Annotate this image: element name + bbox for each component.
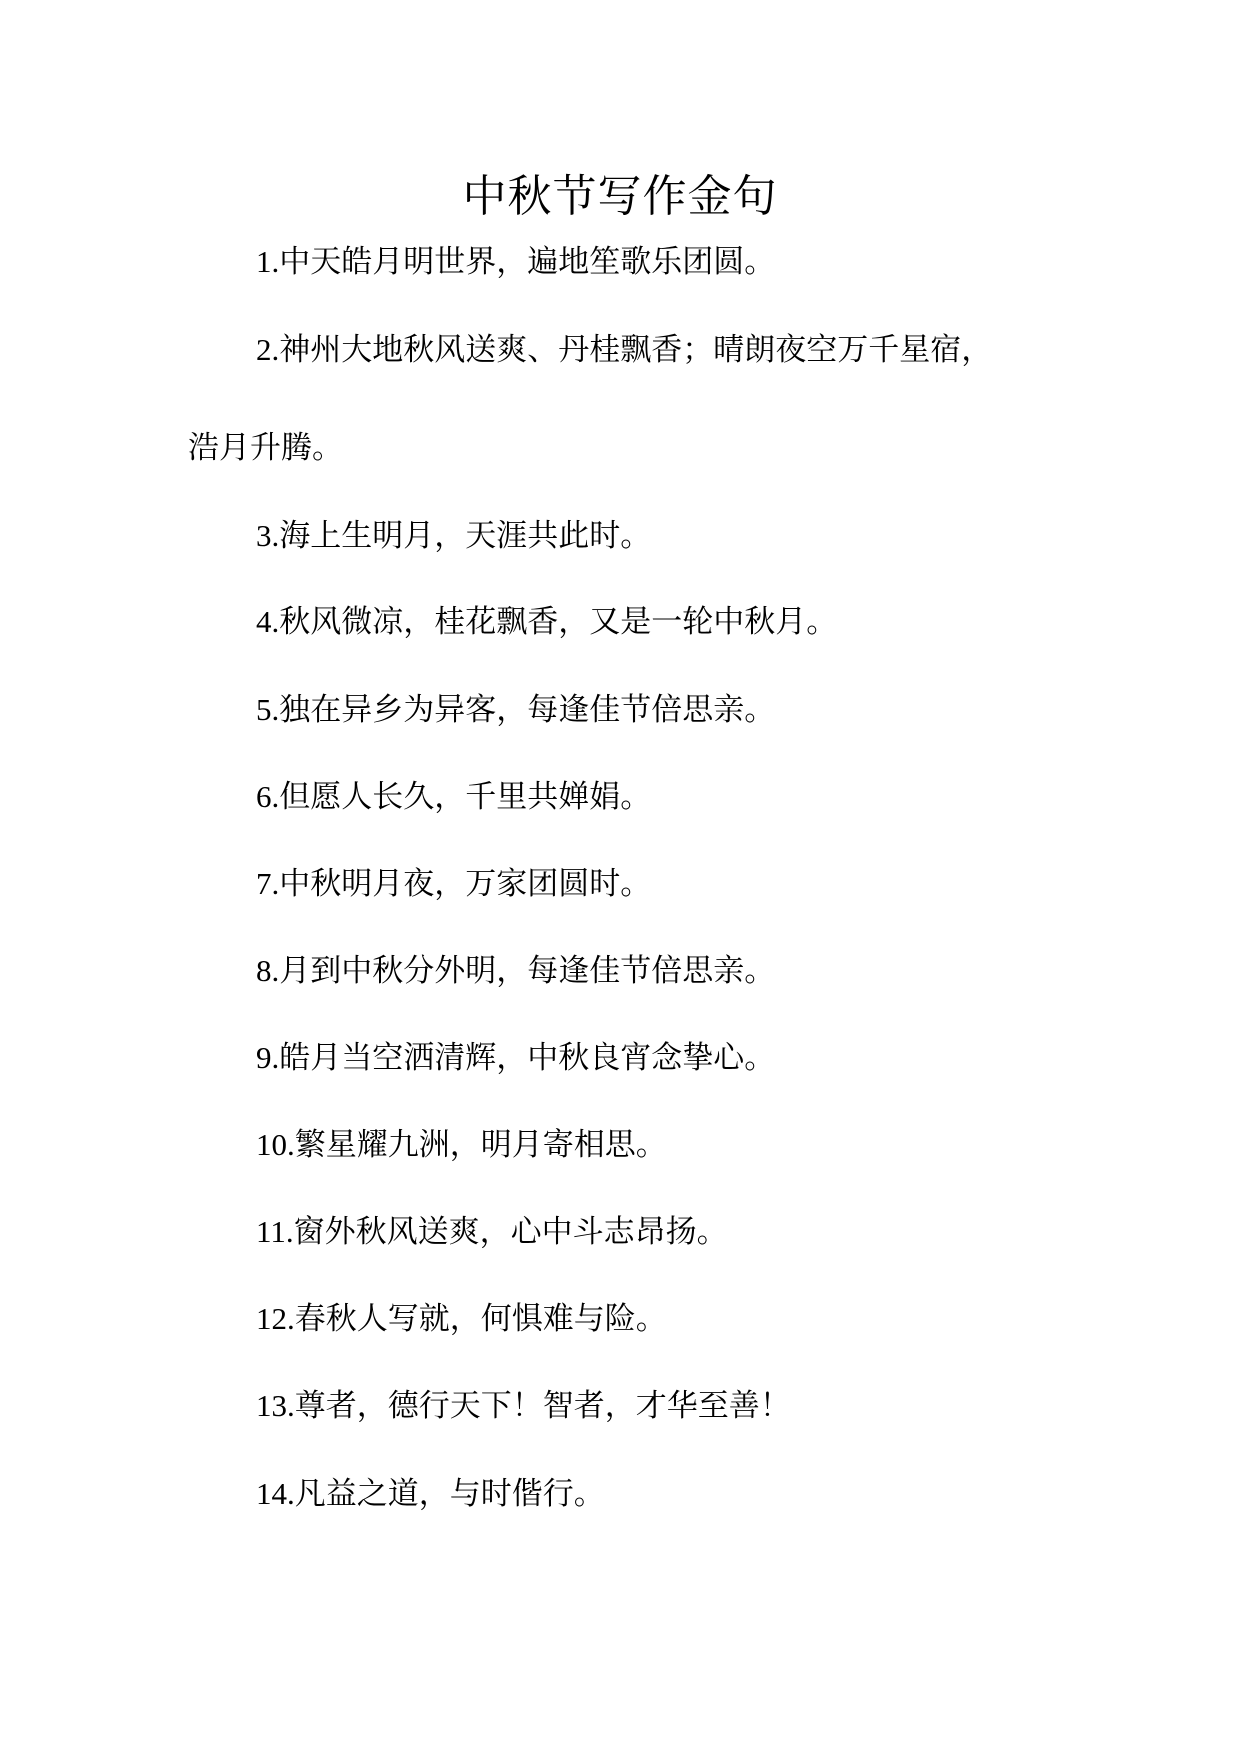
item-text: 海上生明月，天涯共此时。: [279, 518, 652, 554]
item-number: 6.: [256, 779, 280, 814]
list-item: [256, 690, 775, 730]
item-text: 凡益之道，与时偕行。: [294, 1476, 605, 1512]
item-text: 繁星耀九洲，明月寄相思。: [294, 1127, 667, 1163]
list-item: [256, 1125, 667, 1165]
item-text: 神州大地秋风送爽、丹桂飘香；晴朗夜空万千星宿，: [279, 332, 993, 368]
list-item: [256, 1386, 791, 1426]
item-number: 1.: [256, 244, 280, 279]
list-item: [256, 330, 992, 370]
list-item: [256, 777, 651, 817]
item-number: 5.: [256, 692, 280, 727]
item-text: 独在异乡为异客，每逢佳节倍思亲。: [279, 692, 776, 728]
item-number: 13.: [256, 1388, 295, 1423]
list-item: [256, 1474, 605, 1514]
item-text: 月到中秋分外明，每逢佳节倍思亲。: [279, 953, 776, 989]
item-text: 秋风微凉，桂花飘香，又是一轮中秋月。: [279, 604, 838, 640]
item-text: 尊者，德行天下！智者，才华至善！: [294, 1388, 791, 1424]
list-item: [256, 516, 651, 556]
list-item: [256, 1038, 775, 1078]
page-title: 中秋节写作金句: [462, 171, 778, 222]
item-text: 窗外秋风送爽，心中斗志昂扬。: [293, 1214, 728, 1250]
item-text: 皓月当空洒清辉，中秋良宵念挚心。: [279, 1040, 776, 1076]
item-number: 8.: [256, 953, 280, 988]
item-number: 12.: [256, 1301, 295, 1336]
item-text: 春秋人写就，何惧难与险。: [294, 1301, 667, 1337]
item-number: 14.: [256, 1476, 295, 1511]
item-number: 10.: [256, 1127, 295, 1162]
item-number: 3.: [256, 518, 280, 553]
item-text: 但愿人长久，千里共婵娟。: [279, 779, 652, 815]
item-number: 4.: [256, 604, 280, 639]
list-item: [256, 242, 775, 282]
list-item: [256, 602, 837, 642]
list-item-continuation: 浩月升腾。: [188, 430, 343, 466]
list-item: [256, 864, 651, 904]
item-number: 2.: [256, 332, 280, 367]
item-number: 7.: [256, 866, 280, 901]
item-text: 中天皓月明世界，遍地笙歌乐团圆。: [279, 244, 776, 280]
list-item: [256, 1299, 667, 1339]
item-text: 中秋明月夜，万家团圆时。: [279, 866, 652, 902]
list-item: [256, 1212, 728, 1252]
item-number: 11.: [256, 1214, 294, 1249]
list-item: [256, 951, 775, 991]
item-number: 9.: [256, 1040, 280, 1075]
